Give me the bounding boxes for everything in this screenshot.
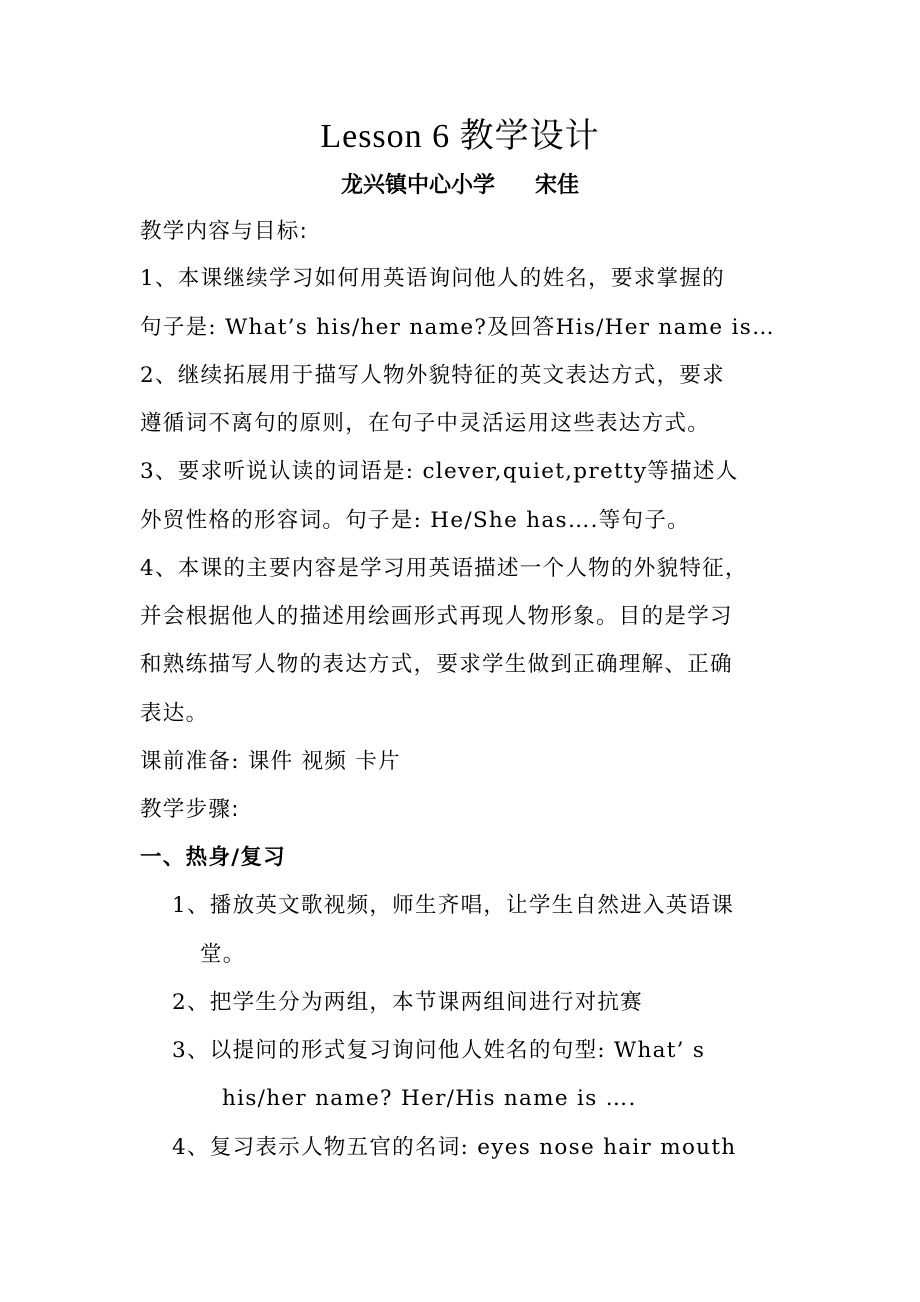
part1-line: 4、复习表示人物五官的名词: eyes nose hair mouth [172, 1135, 737, 1160]
goals-line: 表达。 [140, 701, 209, 726]
goals-line: 和熟练描写人物的表达方式，要求学生做到正确理解、正确 [140, 652, 733, 677]
teacher-name: 宋佳 [535, 173, 580, 198]
part1-line: 堂。 [200, 942, 246, 967]
school-name: 龙兴镇中心小学 [340, 173, 495, 198]
goals-line: 3、要求听说认读的词语是: clever,quiet,pretty等描述人 [140, 459, 739, 484]
goals-line: 句子是: What’s his/her name?及回答His/Her name is… [140, 315, 775, 340]
goals-line: 1、本课继续学习如何用英语询问他人的姓名，要求掌握的 [140, 266, 725, 291]
steps-heading: 教学步骤: [140, 797, 240, 822]
part1-line: his/her name? Her/His name is …. [222, 1086, 637, 1111]
preparation-line: 课前准备: 课件 视频 卡片 [140, 749, 401, 774]
goals-heading: 教学内容与目标: [140, 219, 309, 244]
goals-line: 2、继续拓展用于描写人物外貌特征的英文表达方式，要求 [140, 363, 725, 388]
author-line [0, 168, 920, 204]
goals-line: 外贸性格的形容词。句子是: He/She has….等句子。 [140, 508, 690, 533]
part1-line: 2、把学生分为两组，本节课两组间进行对抗赛 [172, 990, 643, 1015]
goals-line: 4、本课的主要内容是学习用英语描述一个人物的外貌特征， [140, 556, 748, 581]
goals-line: 遵循词不离句的原则，在句子中灵活运用这些表达方式。 [140, 411, 711, 436]
goals-line: 并会根据他人的描述用绘画形式再现人物形象。目的是学习 [140, 604, 733, 629]
document-title: Lesson 6 教学设计 [320, 118, 600, 155]
part1-heading: 一、热身/复习 [140, 845, 286, 870]
part1-line: 3、以提问的形式复习询问他人姓名的句型: What’ s [172, 1038, 706, 1063]
part1-line: 1、播放英文歌视频，师生齐唱，让学生自然进入英语课 [172, 893, 735, 918]
